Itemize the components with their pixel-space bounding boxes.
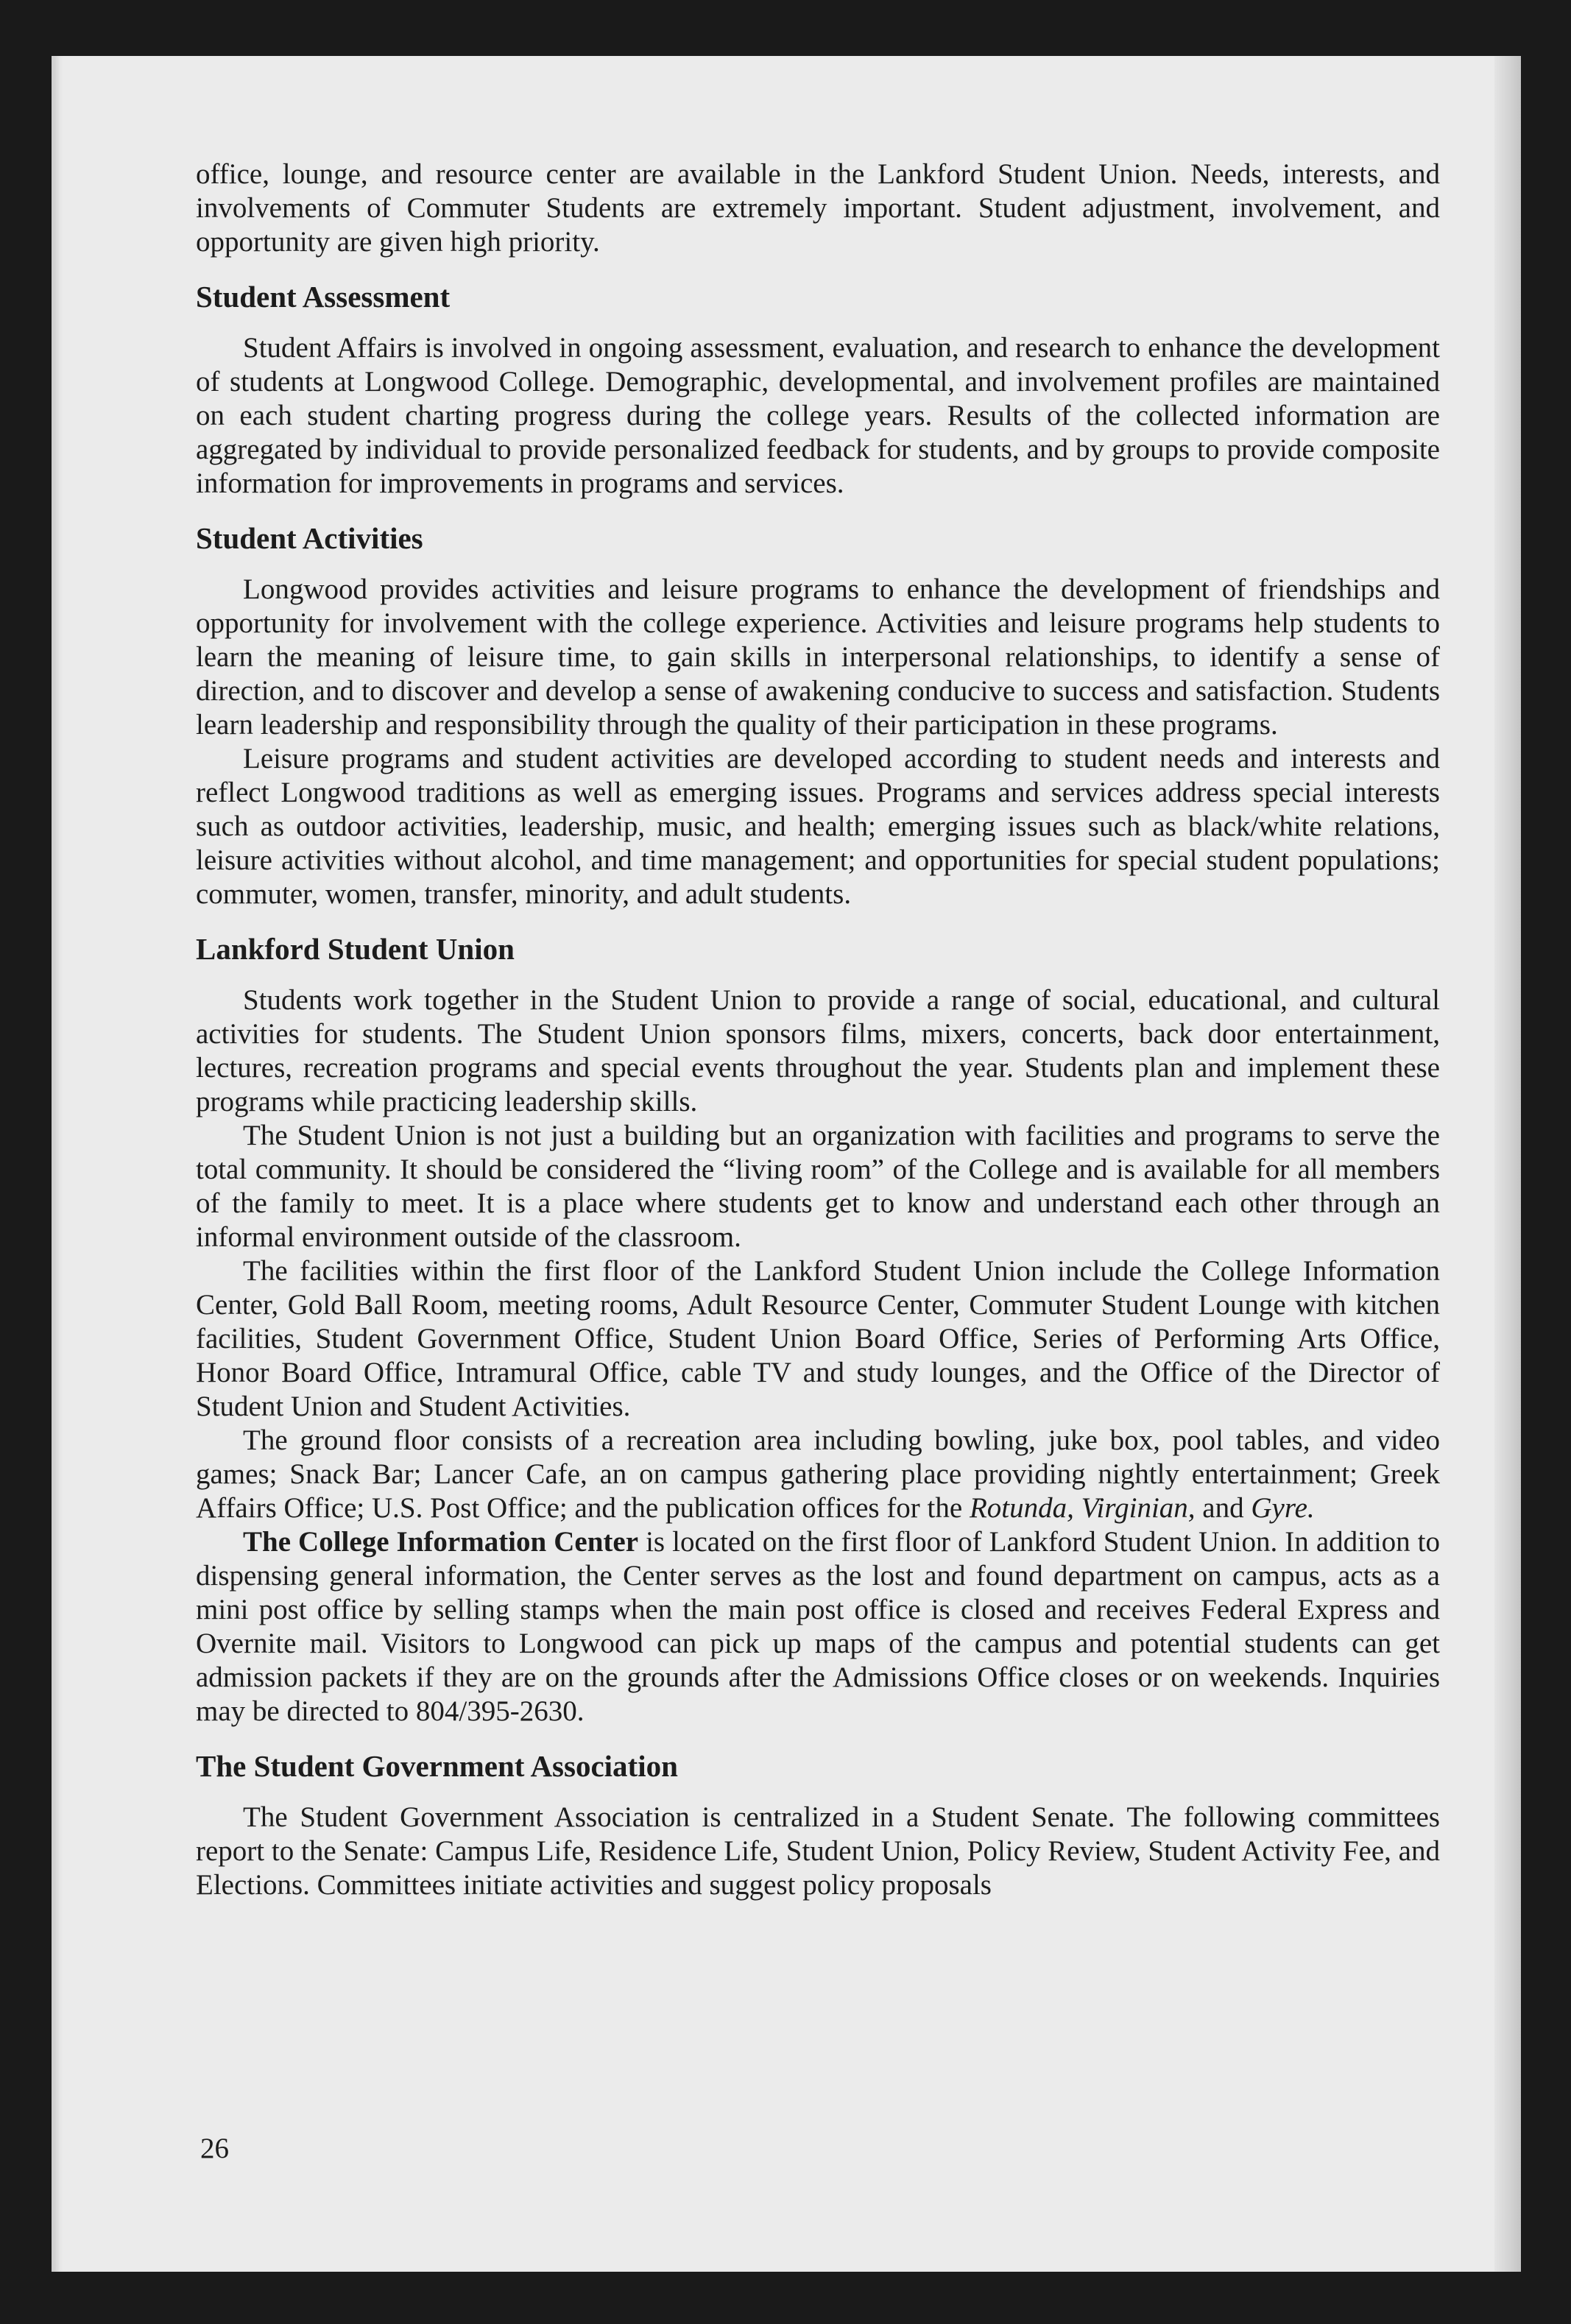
publication-gyre: Gyre. xyxy=(1251,1492,1315,1524)
union-paragraph-3: The facilities within the first floor of the Lankford Student Union include the College Information Center, Gold Ball Room, meeting rooms, Adult Resource Center, Commuter Student Lounge with kitchen facilities, Student Government Office, Student Union Board Office, Series of Performing Arts Office, Honor Board Office, Intramural Office, cable TV and study lounges, and the Office of the Director of Student Union and Student Activities. xyxy=(196,1255,1440,1422)
intro-paragraph: office, lounge, and resource center are available in the Lankford Student Union. Needs, interests, and involvements of Commuter Students are extremely important. Student adjustment, involvement, and opportunity are given high priority. xyxy=(196,158,1440,258)
page-content xyxy=(196,158,1440,1902)
assessment-paragraph: Student Affairs is involved in ongoing assessment, evaluation, and research to enhance the development of students at Longwood College. Demographic, developmental, and involvement profiles are maintained on each student charting progress during the college years. Results of the collected information are aggregated by individual to provide personalized feedback for students, and by groups to provide composite information for improvements in programs and services. xyxy=(196,332,1440,499)
ground-floor-text: The ground floor consists of a recreation area including bowling, juke box, pool tables, and video games; Snack Bar; Lancer Cafe, an on campus gathering place providing nightly entertainment; Greek Affairs Office; U.S. Post Office; and the publication offices for the xyxy=(196,1424,1440,1524)
sga-paragraph: The Student Government Association is centralized in a Student Senate. The following committees report to the Senate: Campus Life, Residence Life, Student Union, Policy Review, Student Activity Fee, and Elections. Committees initiate activities and suggest policy proposals xyxy=(196,1801,1440,1901)
page-edge xyxy=(1494,56,1521,2272)
heading-student-government: The Student Government Association xyxy=(196,1749,678,1783)
info-center-text: is located on the first floor of Lankford Student Union. In addition to dispensing general information, the Center serves as the lost and found department on campus, acts as a mini post office by selling stamps when the main post office is closed and receives Federal Express and Overnite mail. Visitors to Longwood can pick up maps of the campus and potential students can get admission packets if they are on the grounds after the Admissions Office closes or on weekends. Inquiries may be directed to 804/395-2630. xyxy=(196,1526,1441,1727)
info-center-lead: The College Information Center xyxy=(243,1526,639,1558)
activities-paragraph-1: Longwood provides activities and leisure programs to enhance the development of friendships and opportunity for involvement with the college experience. Activities and leisure programs help students to learn the meaning of leisure time, to gain skills in interpersonal relationships, to identify a sense of direction, and to discover and develop a sense of awakening conducive to success and satisfaction. Students learn leadership and responsibility through the quality of their participation in these programs. xyxy=(196,573,1440,741)
heading-student-activities: Student Activities xyxy=(196,521,423,555)
publication-rotunda: Rotunda, xyxy=(969,1492,1074,1524)
activities-paragraph-2: Leisure programs and student activities are developed according to student needs and interests and reflect Longwood traditions as well as emerging issues. Programs and services address special interests such as outdoor activities, leadership, music, and health; emerging issues such as black/white relations, leisure activities without alcohol, and time management; and opportunities for special student populations; commuter, women, transfer, minority, and adult students. xyxy=(196,743,1440,910)
page-number: 26 xyxy=(200,2133,229,2164)
heading-student-assessment: Student Assessment xyxy=(196,280,451,314)
info-center-paragraph xyxy=(196,1525,1440,1728)
heading-lankford-student-union: Lankford Student Union xyxy=(196,932,515,966)
union-ground-floor-paragraph xyxy=(196,1424,1440,1525)
publication-virginian: Virginian, xyxy=(1081,1492,1196,1524)
union-paragraph-1: Students work together in the Student Union to provide a range of social, educational, and cultural activities for students. The Student Union sponsors films, mixers, concerts, back door entertainment, lectures, recreation programs and special events throughout the year. Students plan and implement these programs while practicing leadership skills. xyxy=(196,984,1440,1117)
ground-floor-and: and xyxy=(1202,1492,1244,1524)
union-paragraph-2: The Student Union is not just a building but an organization with facilities and programs to serve the total community. It should be considered the “living room” of the College and is available for all members of the family to meet. It is a place where students get to know and understand each other through an informal environment outside of the classroom. xyxy=(196,1120,1440,1253)
